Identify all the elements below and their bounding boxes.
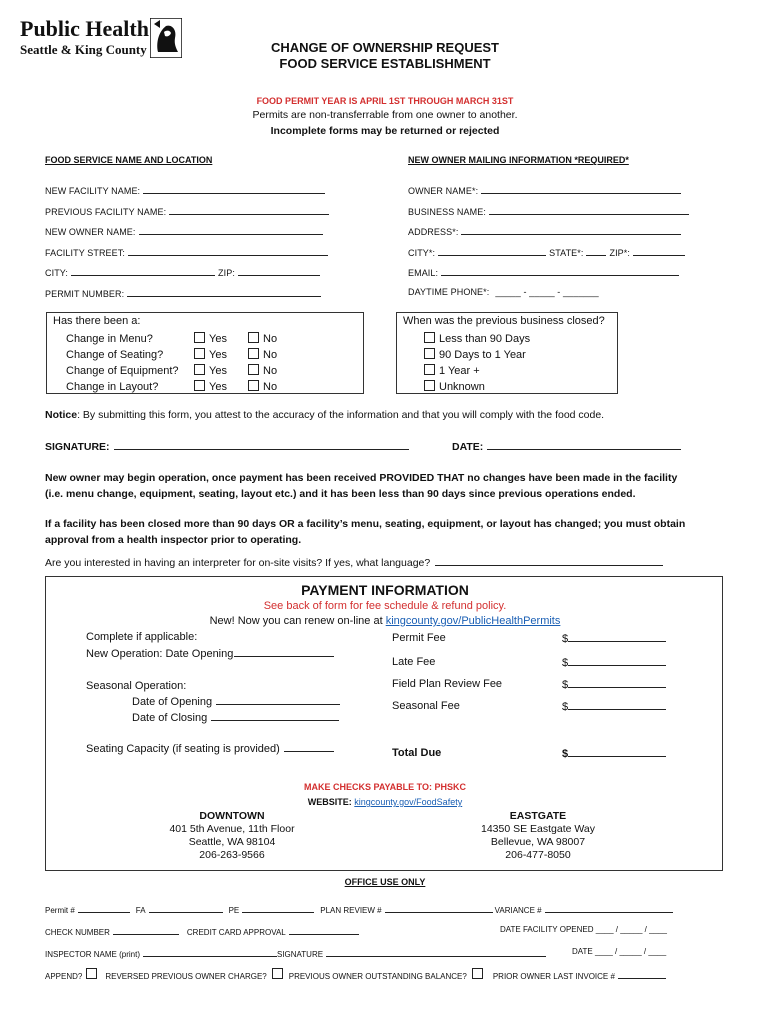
- permit-number-field[interactable]: PERMIT NUMBER:: [45, 287, 321, 299]
- date-of-closing-field[interactable]: Date of Closing: [132, 711, 339, 724]
- office-date[interactable]: DATE ____ / _____ / ____: [572, 947, 667, 956]
- interpreter-field[interactable]: Are you interested in having an interpreter for on-site visits? If yes, what language?: [45, 556, 663, 569]
- yes-column: [194, 331, 227, 395]
- city-zip-field[interactable]: CITY: ZIP:: [45, 266, 320, 278]
- append-checkbox[interactable]: [86, 968, 97, 979]
- changes-list: [66, 331, 179, 395]
- incomplete-forms-note: Incomplete forms may be returned or rejected: [270, 125, 500, 137]
- seating-capacity-field[interactable]: Seating Capacity (if seating is provided): [86, 742, 334, 755]
- seasonal-fee-input[interactable]: $: [562, 700, 666, 713]
- city-state-zip-field[interactable]: CITY*: STATE*: ZIP*:: [408, 246, 685, 258]
- date-field[interactable]: DATE:: [452, 440, 681, 453]
- change-item: Change in Menu?: [66, 333, 153, 345]
- no-checkbox[interactable]: No: [248, 331, 277, 347]
- office-row-1: Permit # FA PE PLAN REVIEW # VARIANCE #: [45, 903, 673, 915]
- changes-box-title: Has there been a:: [53, 315, 141, 327]
- yes-checkbox[interactable]: Yes: [194, 347, 227, 363]
- fee-schedule-note: See back of form for fee schedule & refund policy.: [263, 600, 507, 612]
- owner-name-field[interactable]: OWNER NAME*:: [408, 184, 681, 196]
- reversed-charge-checkbox[interactable]: [272, 968, 283, 979]
- date-of-opening-field[interactable]: Date of Opening: [132, 695, 340, 708]
- website-note: WEBSITE: kingcounty.gov/FoodSafety: [307, 797, 463, 807]
- outstanding-balance-checkbox[interactable]: [472, 968, 483, 979]
- left-section-heading: FOOD SERVICE NAME AND LOCATION: [45, 155, 213, 165]
- inspector-name-input[interactable]: [143, 947, 277, 957]
- closed-option-checkbox[interactable]: Less than 90 Days: [424, 331, 530, 347]
- field-plan-review-fee-input[interactable]: $: [562, 678, 666, 691]
- title-line-2: FOOD SERVICE ESTABLISHMENT: [279, 56, 491, 71]
- yes-checkbox[interactable]: Yes: [194, 379, 227, 395]
- approval-paragraph: If a facility has been closed more than 90 days OR a facility’s menu, seating, equipment, or layout has changed; you must obtain approval from a health inspector prior to operating.: [45, 518, 686, 546]
- prior-invoice-input[interactable]: [618, 969, 666, 979]
- eastgate-office: EASTGATE 14350 SE Eastgate Way Bellevue, WA 98007 206-477-8050: [480, 810, 595, 861]
- change-item: Change of Equipment?: [66, 365, 179, 377]
- closed-option-checkbox[interactable]: 1 Year +: [424, 363, 530, 379]
- total-due-input[interactable]: $: [562, 747, 666, 760]
- logo-subtext: Seattle & King County: [20, 42, 147, 57]
- late-fee-label: Late Fee: [392, 656, 436, 668]
- address-field[interactable]: ADDRESS*:: [408, 225, 681, 237]
- date-facility-opened[interactable]: DATE FACILITY OPENED ____ / _____ / ____: [500, 925, 667, 934]
- signature-field[interactable]: SIGNATURE:: [45, 440, 409, 453]
- phone-mask: _____ - _____ - _______: [495, 287, 599, 297]
- renew-link[interactable]: kingcounty.gov/PublicHealthPermits: [385, 615, 561, 627]
- yes-checkbox[interactable]: Yes: [194, 363, 227, 379]
- fa-input[interactable]: [149, 903, 223, 913]
- operation-paragraph: New owner may begin operation, once payment has been received PROVIDED THAT no changes have been made in the facility (i.e. menu change, equipment, seating, layout etc.) and it has been less than 90 days since previous operations ended.: [45, 472, 678, 500]
- facility-street-field[interactable]: FACILITY STREET:: [45, 246, 328, 258]
- checks-payable-note: MAKE CHECKS PAYABLE TO: PHSKC: [303, 782, 467, 792]
- new-facility-name-field[interactable]: NEW FACILITY NAME:: [45, 184, 325, 196]
- closed-option-checkbox[interactable]: 90 Days to 1 Year: [424, 347, 530, 363]
- logo-text: Public Health: [20, 16, 149, 41]
- credit-card-approval-input[interactable]: [289, 925, 359, 935]
- no-checkbox[interactable]: No: [248, 363, 277, 379]
- seasonal-fee-label: Seasonal Fee: [392, 700, 460, 712]
- seasonal-operation-label: Seasonal Operation:: [86, 680, 187, 692]
- non-transferable-note: Permits are non-transferrable from one owner to another.: [252, 109, 518, 121]
- no-checkbox[interactable]: No: [248, 379, 277, 395]
- daytime-phone-field[interactable]: DAYTIME PHONE*: _____ - _____ - _______: [408, 287, 599, 297]
- closed-option-checkbox[interactable]: Unknown: [424, 379, 530, 395]
- yes-checkbox[interactable]: Yes: [194, 331, 227, 347]
- check-number-input[interactable]: [113, 925, 179, 935]
- permit-fee-label: Permit Fee: [392, 632, 446, 644]
- renew-online-note: New! Now you can renew on-line at kingcounty.gov/PublicHealthPermits: [209, 615, 561, 627]
- closed-box-title: When was the previous business closed?: [403, 315, 605, 327]
- change-item: Change of Seating?: [66, 349, 164, 361]
- variance-input[interactable]: [545, 903, 673, 913]
- business-name-field[interactable]: BUSINESS NAME:: [408, 205, 689, 217]
- office-row-2: CHECK NUMBER CREDIT CARD APPROVAL: [45, 925, 359, 937]
- website-link[interactable]: kingcounty.gov/FoodSafety: [354, 797, 463, 807]
- new-owner-name-field[interactable]: NEW OWNER NAME:: [45, 225, 323, 237]
- new-operation-field[interactable]: New Operation: Date Opening: [86, 647, 334, 660]
- late-fee-input[interactable]: $: [562, 656, 666, 669]
- previous-facility-name-field[interactable]: PREVIOUS FACILITY NAME:: [45, 205, 329, 217]
- no-column: [248, 331, 277, 395]
- email-field[interactable]: EMAIL:: [408, 266, 679, 278]
- downtown-office: DOWNTOWN 401 5th Avenue, 11th Floor Seattle, WA 98104 206-263-9566: [169, 810, 295, 861]
- office-row-4: APPEND? REVERSED PREVIOUS OWNER CHARGE? PREVIOUS OWNER OUTSTANDING BALANCE? PRIOR OWNER LAST INVOICE #: [45, 968, 666, 981]
- permit-year-notice: FOOD PERMIT YEAR IS APRIL 1ST THROUGH MARCH 31ST: [256, 96, 514, 106]
- change-item: Change in Layout?: [66, 381, 159, 393]
- pe-input[interactable]: [242, 903, 314, 913]
- permit-number-input[interactable]: [78, 903, 130, 913]
- notice-text: Notice: By submitting this form, you attest to the accuracy of the information and that you will comply with the food code.: [45, 409, 605, 421]
- payment-title: PAYMENT INFORMATION: [301, 582, 469, 598]
- office-row-3: INSPECTOR NAME (print) SIGNATURE: [45, 947, 546, 959]
- form-title: [0, 40, 770, 72]
- total-due-label: Total Due: [392, 747, 442, 759]
- inspector-signature-input[interactable]: [326, 947, 546, 957]
- complete-if-applicable: Complete if applicable:: [86, 631, 198, 643]
- right-section-heading: NEW OWNER MAILING INFORMATION *REQUIRED*: [408, 155, 629, 165]
- field-plan-review-fee-label: Field Plan Review Fee: [392, 678, 503, 690]
- permit-fee-input[interactable]: $: [562, 632, 666, 645]
- closed-options: [424, 331, 530, 395]
- plan-review-input[interactable]: [385, 903, 493, 913]
- office-use-heading: OFFICE USE ONLY: [344, 877, 426, 887]
- no-checkbox[interactable]: No: [248, 347, 277, 363]
- title-line-1: CHANGE OF OWNERSHIP REQUEST: [270, 40, 499, 55]
